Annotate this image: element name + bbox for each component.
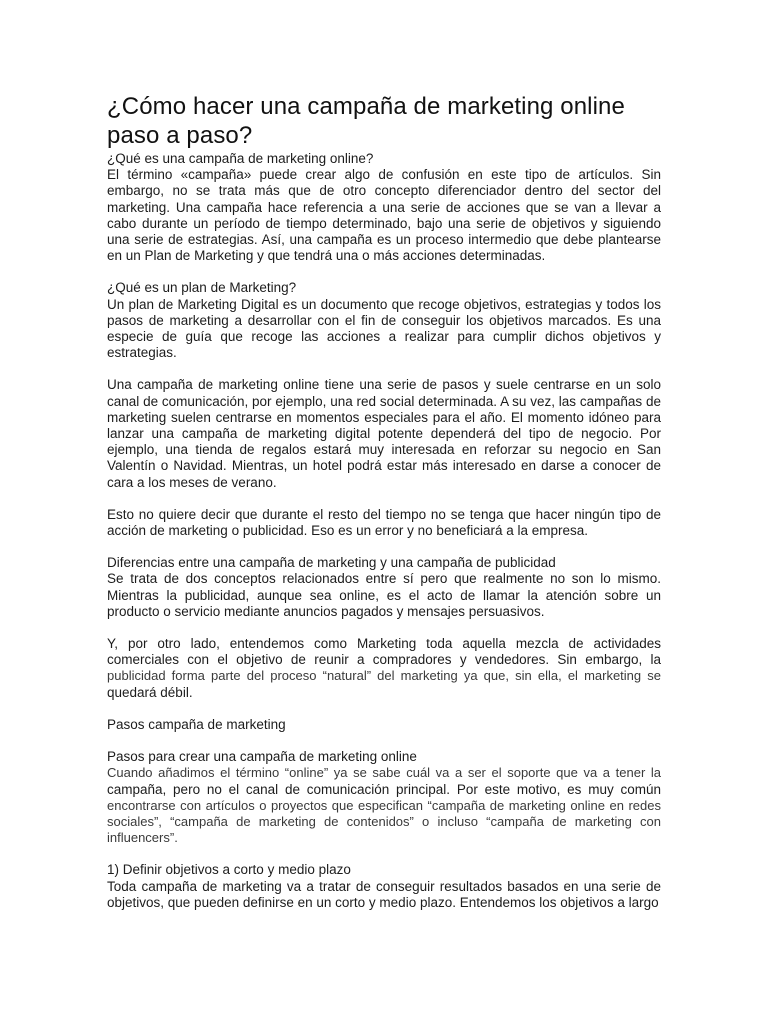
section-heading: 1) Definir objetivos a corto y medio plazo — [107, 862, 351, 878]
paragraph-text: encontrarse con artículos o proyectos que especifican “campaña de marketing online en redes sociales”, “campaña de marketing de contenidos” o incluso “campaña de marketing con influencers”. — [107, 797, 661, 846]
paragraph-text: Cuando añadimos el término “online” ya se sabe cuál va a ser el soporte que va a tener la — [107, 765, 661, 781]
paragraph: El término «campaña» puede crear algo de confusión en este tipo de artículos. Sin embargo, no se trata más que de otro concepto diferenciador dentro del sector del marketing. Una campaña hace referencia a una serie de acciones que se van a llevar a cabo durante un período de tiempo determinado, bajo una serie de objetivos y siguiendo una serie de estrategias. Así, una campaña es un proceso intermedio que debe plantearse en un Plan de Marketing y que tendrá una o más acciones determinadas. — [107, 167, 661, 264]
section-heading: ¿Qué es una campaña de marketing online? — [107, 151, 374, 166]
paragraph: Una campaña de marketing online tiene una serie de pasos y suele centrarse en un solo canal de comunicación, por ejemplo, una red social determinada. A su vez, las campañas de marketing suelen centrarse en momentos especiales para el año. El momento idóneo para lanzar una campaña de marketing digital potente dependerá del tipo de negocio. Por ejemplo, una tienda de regalos estará muy interesada en reforzar su negocio en San Valentín o Navidad. Mientras, un hotel podrá estar más interesado en darse a conocer de cara a los meses de verano. — [107, 377, 661, 490]
paragraph-text: publicidad forma parte del proceso “natural” del marketing ya que, sin ella, el marketing se — [107, 668, 661, 684]
paragraph-text: Y, por otro lado, entendemos como Marketing toda aquella mezcla de actividades comerciales con el objetivo de reunir a compradores y vendedores. Sin embargo, la — [107, 636, 661, 668]
page-title: ¿Cómo hacer una campaña de marketing online paso a paso? — [107, 93, 625, 149]
paragraph: Toda campaña de marketing va a tratar de conseguir resultados basados en una serie de objetivos, que pueden definirse en un corto y medio plazo. Entendemos los objetivos a largo — [107, 878, 661, 910]
paragraph: Esto no quiere decir que durante el resto del tiempo no se tenga que hacer ningún tipo de acción de marketing o publicidad. Eso es un error y no beneficiará a la empresa. — [107, 506, 661, 539]
document-page — [107, 92, 661, 911]
paragraph-text: quedará débil. — [107, 684, 193, 700]
section-heading: Pasos campaña de marketing — [107, 716, 286, 732]
paragraph: Se trata de dos conceptos relacionados entre sí pero que realmente no son lo mismo. Mientras la publicidad, aunque sea online, es el acto de llamar la atención sobre un producto o servicio mediante anuncios pagados y mensajes persuasivos. — [107, 571, 661, 619]
paragraph — [107, 765, 661, 846]
paragraph — [107, 636, 661, 701]
paragraph: Un plan de Marketing Digital es un documento que recoge objetivos, estrategias y todos los pasos de marketing a desarrollar con el fin de conseguir los objetivos marcados. Es una especie de guía que recoge las acciones a realizar para cumplir dichos objetivos y estrategias. — [107, 296, 661, 361]
paragraph-text: campaña, pero no el canal de comunicación principal. Por este motivo, es muy común — [107, 781, 661, 797]
section-heading: ¿Qué es un plan de Marketing? — [107, 280, 297, 296]
section-heading: Pasos para crear una campaña de marketing online — [107, 749, 417, 765]
section-heading: Diferencias entre una campaña de marketing y una campaña de publicidad — [107, 555, 556, 571]
